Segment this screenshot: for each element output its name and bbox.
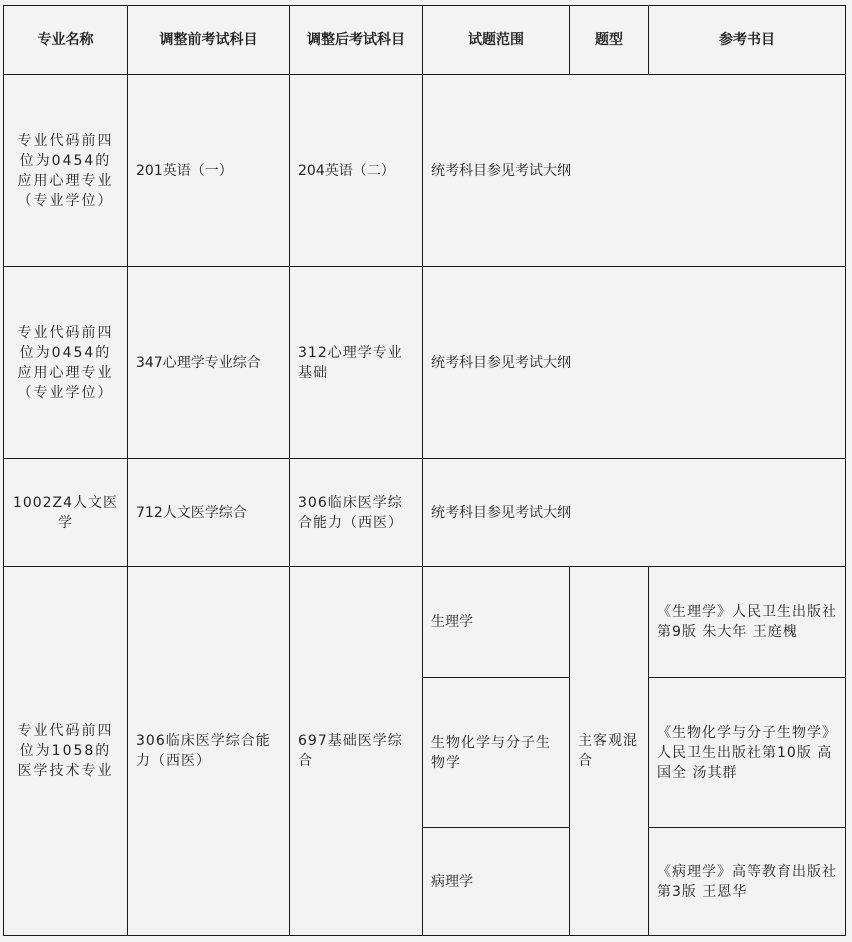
after-subject-cell: 312心理学专业基础	[290, 267, 423, 459]
exam-subject-table	[3, 5, 846, 936]
table-row	[4, 567, 846, 678]
after-subject-cell: 306临床医学综合能力（西医）	[290, 459, 423, 567]
major-cell: 专业代码前四位为1058的医学技术专业	[4, 567, 128, 936]
table-row	[4, 75, 846, 267]
major-cell: 专业代码前四位为0454的应用心理专业（专业学位）	[4, 267, 128, 459]
before-subject-cell: 201英语（一）	[128, 75, 290, 267]
header-type: 题型	[570, 6, 649, 75]
reference-book-cell: 《病理学》高等教育出版社第3版 王恩华	[649, 828, 846, 936]
scope-cell: 统考科目参见考试大纲	[423, 75, 846, 267]
table-row	[4, 459, 846, 567]
scope-cell: 统考科目参见考试大纲	[423, 267, 846, 459]
scope-cell: 生物化学与分子生物学	[423, 678, 570, 828]
header-books: 参考书目	[649, 6, 846, 75]
question-type-cell: 主客观混合	[570, 567, 649, 936]
header-before: 调整前考试科目	[128, 6, 290, 75]
scope-cell: 统考科目参见考试大纲	[423, 459, 846, 567]
header-scope: 试题范围	[423, 6, 570, 75]
scope-cell: 生理学	[423, 567, 570, 678]
scope-cell: 病理学	[423, 828, 570, 936]
reference-book-cell: 《生物化学与分子生物学》人民卫生出版社第10版 高国全 汤其群	[649, 678, 846, 828]
header-major: 专业名称	[4, 6, 128, 75]
before-subject-cell: 347心理学专业综合	[128, 267, 290, 459]
header-after: 调整后考试科目	[290, 6, 423, 75]
reference-book-cell: 《生理学》人民卫生出版社第9版 朱大年 王庭槐	[649, 567, 846, 678]
header-row	[4, 6, 846, 75]
after-subject-cell: 204英语（二）	[290, 75, 423, 267]
major-cell: 专业代码前四位为0454的应用心理专业（专业学位）	[4, 75, 128, 267]
after-subject-cell: 697基础医学综合	[290, 567, 423, 936]
before-subject-cell: 712人文医学综合	[128, 459, 290, 567]
before-subject-cell: 306临床医学综合能力（西医）	[128, 567, 290, 936]
major-cell: 1002Z4人文医学	[4, 459, 128, 567]
table-row	[4, 267, 846, 459]
